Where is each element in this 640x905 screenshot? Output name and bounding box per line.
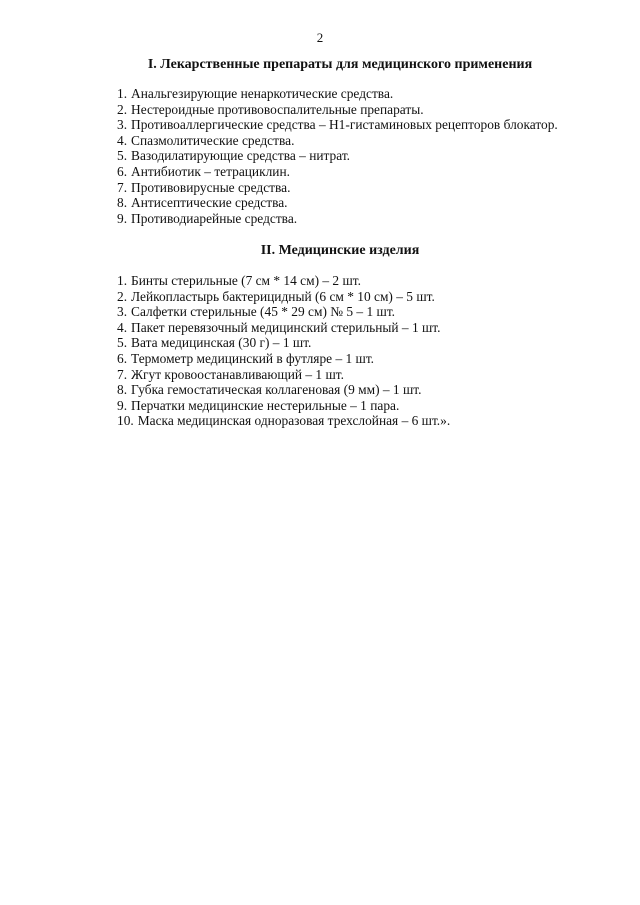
item-number: 1. <box>117 86 128 101</box>
item-number: 6. <box>117 350 128 366</box>
list-item <box>80 382 600 398</box>
item-number: 6. <box>117 163 128 179</box>
item-text: Противодиарейные средства. <box>131 210 298 226</box>
item-number: 3. <box>117 117 128 133</box>
list-item <box>80 148 600 164</box>
item-text: Вата медицинская (30 г) – 1 шт. <box>131 335 312 351</box>
list-item <box>80 102 600 118</box>
item-number: 7. <box>117 366 128 382</box>
list-item <box>80 180 600 196</box>
item-number: 7. <box>117 179 128 195</box>
item-number: 9. <box>117 397 128 413</box>
list-item <box>80 289 600 305</box>
item-number: 8. <box>117 382 128 398</box>
item-number: 1. <box>117 273 128 288</box>
medical-devices-list <box>80 273 600 429</box>
item-text: Спазмолитические средства. <box>131 132 295 148</box>
list-item <box>80 211 600 227</box>
item-number: 2. <box>117 288 128 304</box>
section-title-medical-devices: II. Медицинские изделия <box>260 243 420 258</box>
section-title-medicines: I. Лекарственные препараты для медицинского применения <box>147 57 533 72</box>
item-text: Анальгезирующие ненаркотические средства. <box>131 86 394 101</box>
list-item <box>80 320 600 336</box>
item-number: 4. <box>117 132 128 148</box>
list-item <box>80 413 600 429</box>
list-item <box>80 351 600 367</box>
item-text: Пакет перевязочный медицинский стерильный – 1 шт. <box>131 319 441 335</box>
item-number: 4. <box>117 319 128 335</box>
item-number: 8. <box>117 195 128 211</box>
list-item <box>80 86 600 102</box>
item-number: 9. <box>117 210 128 226</box>
page-number: 2 <box>316 30 324 45</box>
item-number: 3. <box>117 304 128 320</box>
item-text: Антисептические средства. <box>131 195 288 211</box>
item-number: 2. <box>117 101 128 117</box>
item-text: Противоаллергические средства – Н1-гистаминовых рецепторов блокатор. <box>131 117 558 133</box>
list-item <box>80 273 600 289</box>
list-item <box>80 367 600 383</box>
item-text: Перчатки медицинские нестерильные – 1 пара. <box>131 397 400 413</box>
item-text: Салфетки стерильные (45 * 29 см) № 5 – 1 шт. <box>131 304 396 320</box>
medicines-list <box>80 86 600 226</box>
item-text: Термометр медицинский в футляре – 1 шт. <box>131 350 375 366</box>
item-text: Нестероидные противовоспалительные препараты. <box>131 101 424 117</box>
item-text: Лейкопластырь бактерицидный (6 см * 10 см) – 5 шт. <box>131 288 435 304</box>
item-number: 5. <box>117 335 128 351</box>
item-text: Маска медицинская одноразовая трехслойная – 6 шт.». <box>137 413 451 429</box>
item-text: Бинты стерильные (7 см * 14 см) – 2 шт. <box>131 273 361 288</box>
list-item <box>80 133 600 149</box>
list-item <box>80 398 600 414</box>
item-number: 5. <box>117 148 128 164</box>
list-item <box>80 164 600 180</box>
list-item <box>80 335 600 351</box>
item-text: Жгут кровоостанавливающий – 1 шт. <box>131 366 344 382</box>
list-item <box>80 195 600 211</box>
item-number: 10. <box>117 413 134 429</box>
list-item <box>80 117 600 133</box>
item-text: Антибиотик – тетрациклин. <box>131 163 290 179</box>
item-text: Противовирусные средства. <box>131 179 291 195</box>
item-text: Губка гемостатическая коллагеновая (9 мм) – 1 шт. <box>131 382 422 398</box>
item-text: Вазодилатирующие средства – нитрат. <box>131 148 351 164</box>
list-item <box>80 304 600 320</box>
